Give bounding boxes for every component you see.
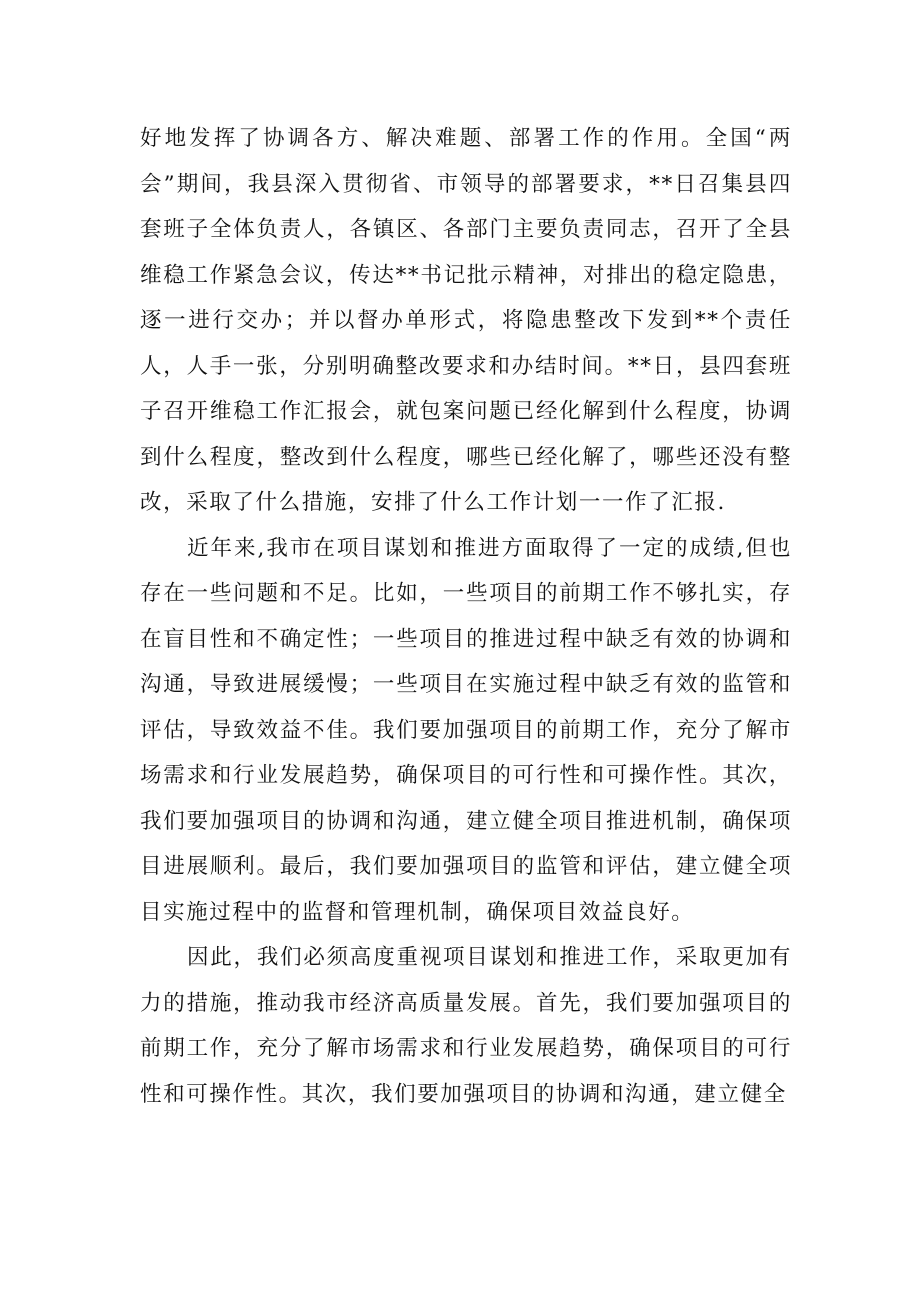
paragraph-conclusion: 因此，我们必须高度重视项目谋划和推进工作，采取更加有力的措施，推动我市经济高质量发展。首先，我们要加强项目的前期工作，充分了解市场需求和行业发展趋势，确保项目的可行性和可操作性。其次，我们要加强项目的协调和沟通，建立健全 bbox=[140, 945, 792, 1107]
document-body bbox=[140, 116, 792, 1117]
paragraph-continued: 好地发挥了协调各方、解决难题、部署工作的作用。全国“两会”期间，我县深入贯彻省、市领导的部署要求，**日召集县四套班子全体负责人，各镇区、各部门主要负责同志，召开了全县维稳工作紧急会议，传达**书记批示精神，对排出的稳定隐患，逐一进行交办；并以督办单形式，将隐患整改下发到**个责任人，人手一张，分别明确整改要求和办结时间。**日，县四套班子召开维稳工作汇报会，就包案问题已经化解到什么程度，协调到什么程度，整改到什么程度，哪些已经化解了，哪些还没有整改，采取了什么措施，安排了什么工作计划一一作了汇报. bbox=[140, 126, 792, 515]
paragraph-project-issues: 近年来,我市在项目谋划和推进方面取得了一定的成绩,但也存在一些问题和不足。比如，一些项目的前期工作不够扎实，存在盲目性和不确定性；一些项目的推进过程中缺乏有效的协调和沟通，导致进展缓慢；一些项目在实施过程中缺乏有效的监管和评估，导致效益不佳。我们要加强项目的前期工作，充分了解市场需求和行业发展趋势，确保项目的可行性和可操作性。其次，我们要加强项目的协调和沟通，建立健全项目推进机制，确保项目进展顺利。最后，我们要加强项目的监管和评估，建立健全项目实施过程中的监督和管理机制，确保项目效益良好。 bbox=[140, 535, 792, 925]
